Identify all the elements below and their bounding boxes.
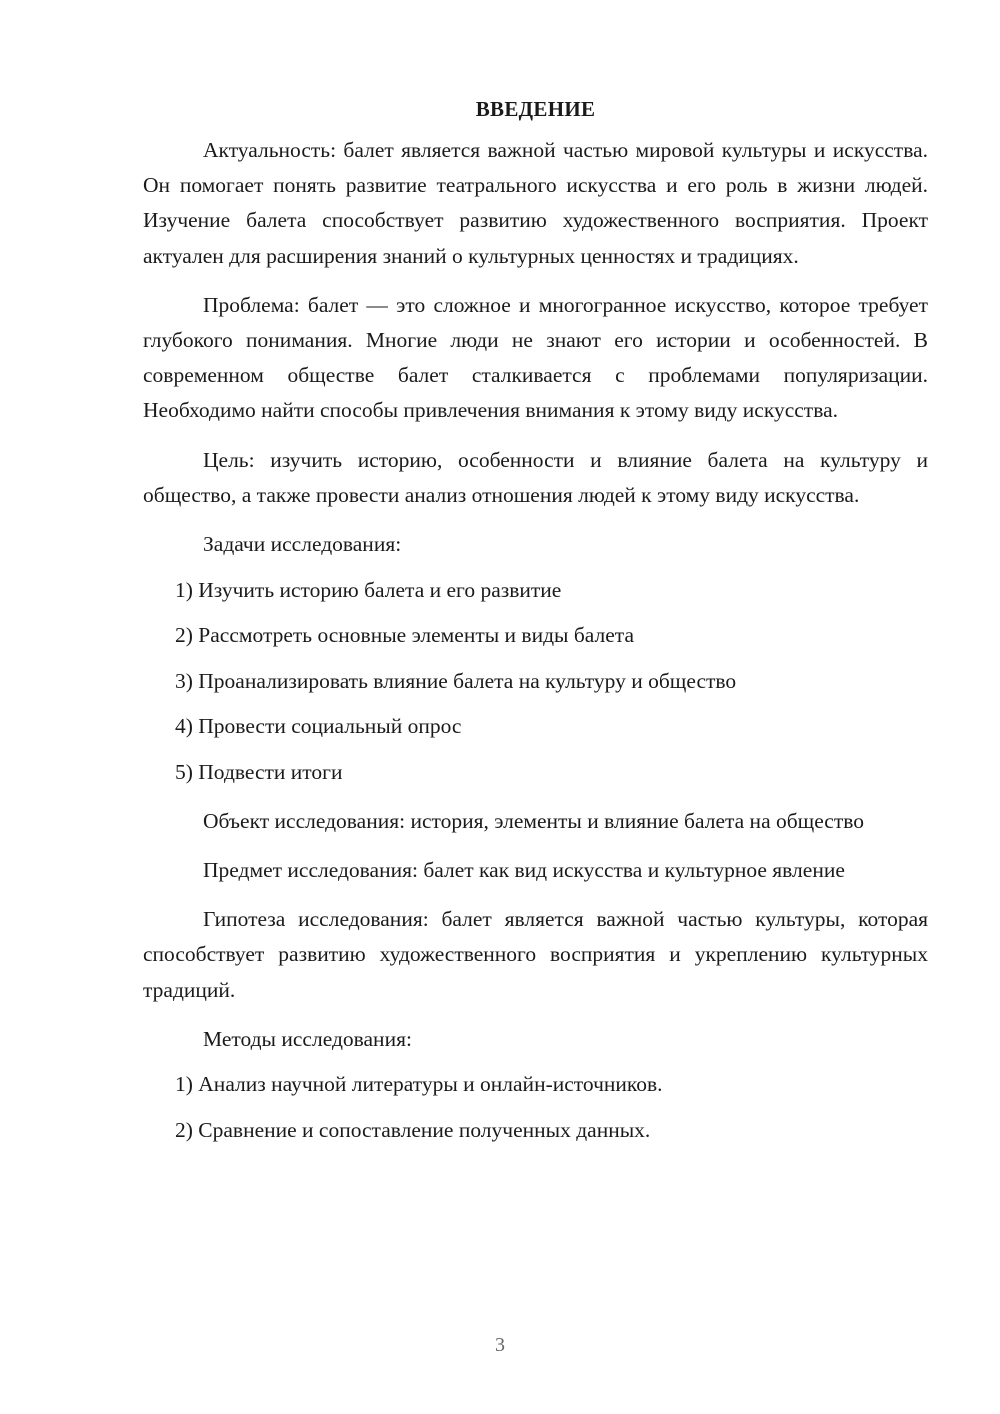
task-item: 3) Проанализировать влияние балета на культуру и общество [175,668,737,693]
subject-paragraph: Предмет исследования: балет как вид искусства и культурное явление [203,857,845,882]
tasks-heading: Задачи исследования: [203,532,402,557]
task-item: 4) Провести социальный опрос [175,714,462,739]
method-item: 1) Анализ научной литературы и онлайн-источников. [175,1072,663,1097]
object-paragraph: Объект исследования: история, элементы и влияние балета на общество [203,808,864,833]
document-page [143,92,928,1148]
method-item: 2) Сравнение и сопоставление полученных данных. [175,1117,651,1142]
page-number: 3 [495,1334,505,1356]
task-item: 5) Подвести итоги [175,759,343,784]
task-item: 2) Рассмотреть основные элементы и виды балета [175,623,634,648]
problem-paragraph: Проблема: балет — это сложное и многогранное искусство, которое требует глубокого понимания. Многие люди не знают его истории и особенностей. В современном обществе балет сталкивается с проблемами популяризации. Необходимо найти способы привлечения внимания к этому виду искусства. [143,292,928,423]
task-item: 1) Изучить историю балета и его развитие [175,577,562,602]
section-title: ВВЕДЕНИЕ [475,97,596,121]
methods-heading: Методы исследования: [203,1026,412,1051]
goal-paragraph: Цель: изучить историю, особенности и влияние балета на культуру и общество, а также провести анализ отношения людей к этому виду искусства. [143,447,928,507]
hypothesis-paragraph: Гипотеза исследования: балет является важной частью культуры, которая способствует развитию художественного восприятия и укреплению культурных традиций. [143,907,928,1002]
relevance-paragraph: Актуальность: балет является важной частью мировой культуры и искусства. Он помогает понять развитие театрального искусства и его роль в жизни людей. Изучение балета способствует развитию художественного восприятия. Проект актуален для расширения знаний о культурных ценностях и традициях. [143,138,928,268]
